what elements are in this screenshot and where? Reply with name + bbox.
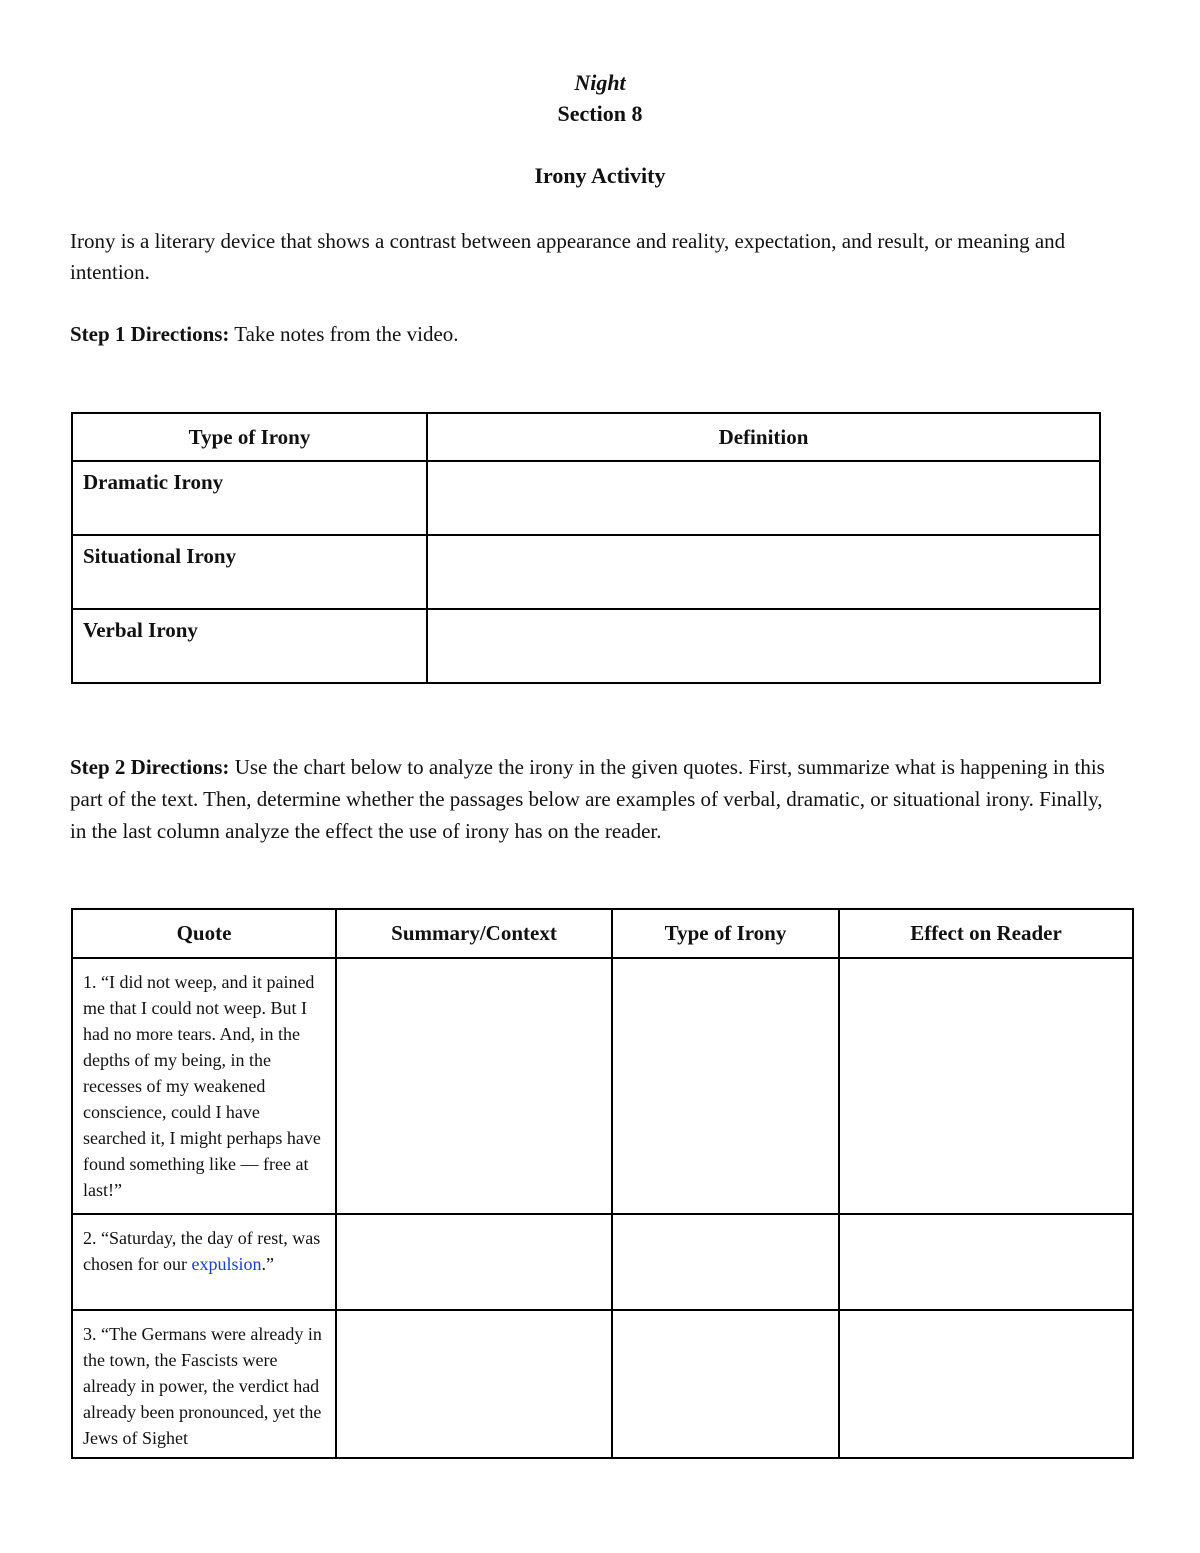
summary-cell[interactable]: [336, 958, 612, 1214]
column-header-definition: Definition: [427, 413, 1100, 461]
quote-analysis-table: [71, 908, 1134, 1459]
effect-cell[interactable]: [839, 1214, 1133, 1310]
book-title: Night: [574, 70, 626, 95]
column-header-quote: Quote: [72, 909, 336, 958]
table-row: [72, 535, 1100, 609]
step2-label: Step 2 Directions:: [70, 755, 230, 779]
intro-paragraph: Irony is a literary device that shows a contrast between appearance and reality, expectation, and result, or meaning and intention.: [70, 229, 1066, 284]
effect-cell[interactable]: [839, 1310, 1133, 1458]
quote-cell: [72, 1214, 336, 1310]
irony-type-cell[interactable]: [612, 958, 839, 1214]
quote-cell: 1. “I did not weep, and it pained me that I could not weep. But I had no more tears. And, in the depths of my being, in the recesses of my weakened conscience, could I have searched it, I might perhaps have found something like — free at last!”: [72, 958, 336, 1214]
column-header-irony-type: Type of Irony: [612, 909, 839, 958]
definition-cell[interactable]: [427, 609, 1100, 683]
irony-type-cell: Situational Irony: [72, 535, 427, 609]
step1-text: Take notes from the video.: [229, 322, 459, 346]
table-row: [72, 958, 1133, 1214]
table-row: [72, 1310, 1133, 1458]
activity-title: Irony Activity: [534, 163, 666, 188]
irony-type-cell: Dramatic Irony: [72, 461, 427, 535]
irony-type-cell[interactable]: [612, 1214, 839, 1310]
definition-cell[interactable]: [427, 461, 1100, 535]
step2-text: Use the chart below to analyze the irony in the given quotes. First, summarize what is happening in this part of the text. Then, determine whether the passages below are examples of verbal, dramatic, or situational irony. Finally, in the last column analyze the effect the use of irony has on the reader.: [70, 755, 1105, 843]
irony-types-table: [71, 412, 1101, 684]
column-header-type: Type of Irony: [72, 413, 427, 461]
quote-text: 2. “Saturday, the day of rest, was chosen for our: [83, 1228, 321, 1274]
quote-text-end: .”: [261, 1254, 274, 1274]
summary-cell[interactable]: [336, 1214, 612, 1310]
column-header-effect: Effect on Reader: [839, 909, 1133, 958]
effect-cell[interactable]: [839, 958, 1133, 1214]
table-row: [72, 609, 1100, 683]
column-header-summary: Summary/Context: [336, 909, 612, 958]
step1-directions: [70, 319, 1130, 350]
step2-directions: [70, 751, 1120, 847]
table-header-row: [72, 413, 1100, 461]
summary-cell[interactable]: [336, 1310, 612, 1458]
table-row: [72, 461, 1100, 535]
irony-type-cell: Verbal Irony: [72, 609, 427, 683]
expulsion-link[interactable]: expulsion: [191, 1254, 262, 1274]
irony-type-cell[interactable]: [612, 1310, 839, 1458]
section-title: Section 8: [557, 101, 643, 126]
definition-cell[interactable]: [427, 535, 1100, 609]
table-row: [72, 1214, 1133, 1310]
quote-cell: 3. “The Germans were already in the town, the Fascists were already in power, the verdict had already been pronounced, yet the Jews of Sighet: [72, 1310, 336, 1458]
step1-label: Step 1 Directions:: [70, 322, 230, 346]
table-header-row: [72, 909, 1133, 958]
